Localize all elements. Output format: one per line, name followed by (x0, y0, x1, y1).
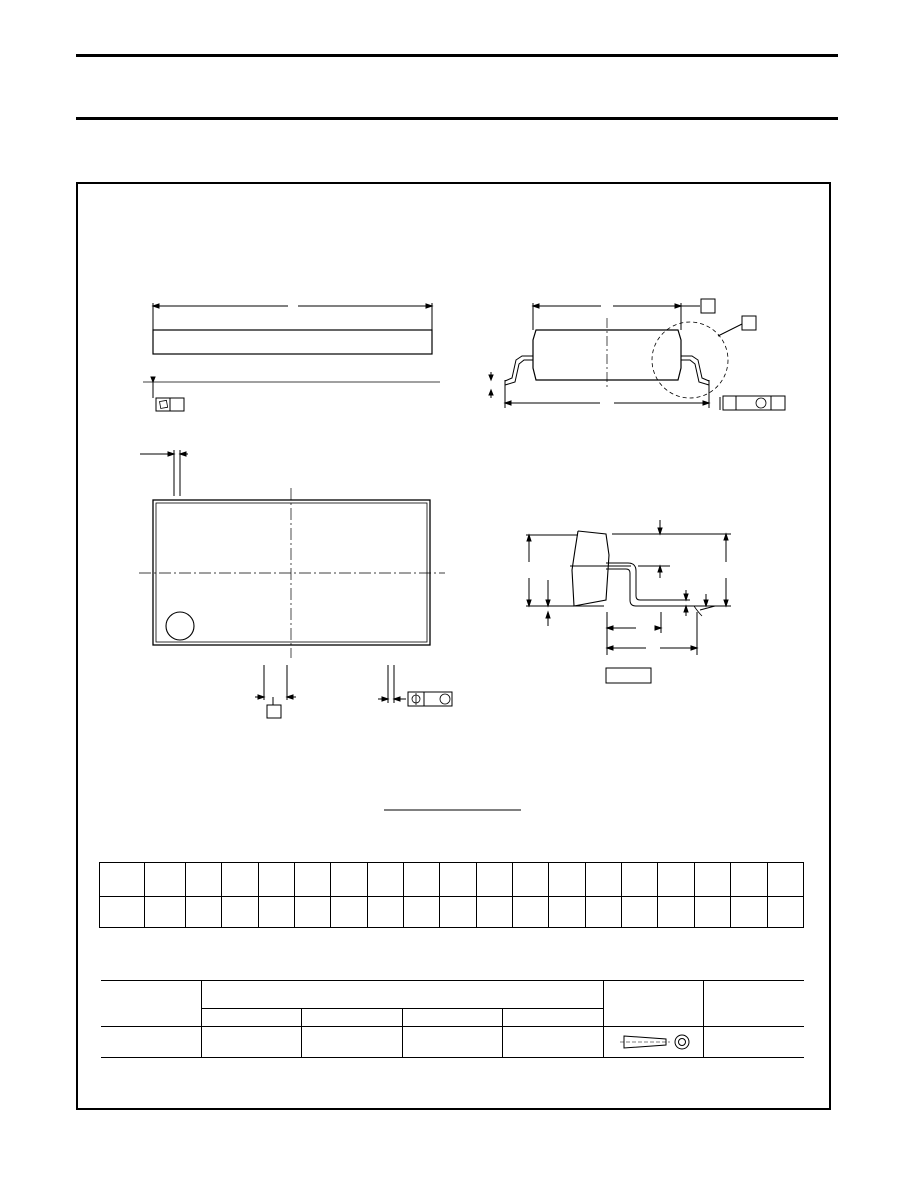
col-Lp (549, 863, 585, 897)
cell-Lp (549, 897, 585, 928)
cell-bp (295, 897, 331, 928)
cell-e (440, 897, 476, 928)
cell-A (145, 897, 186, 928)
col-unit (100, 863, 145, 897)
outline-version-value (101, 1027, 201, 1058)
projection-symbol (603, 1027, 704, 1058)
dimensions-table (99, 862, 804, 928)
iec-header (201, 1009, 302, 1027)
col-y (694, 863, 730, 897)
col-bp (295, 863, 331, 897)
col-A1 (186, 863, 222, 897)
blank-header (503, 1009, 604, 1027)
col-Q (585, 863, 621, 897)
cell-E (404, 897, 440, 928)
dimensions-mm-row (100, 897, 804, 928)
european-projection-header (603, 981, 704, 1027)
col-theta (767, 863, 804, 897)
cell-A3 (258, 897, 294, 928)
issue-date-header (704, 981, 804, 1027)
col-A3 (258, 863, 294, 897)
col-e (440, 863, 476, 897)
col-D (367, 863, 403, 897)
jedec-header (302, 1009, 403, 1027)
cell-L (513, 897, 549, 928)
outline-version-header (101, 981, 201, 1027)
cell-Z (731, 897, 767, 928)
eiaj-header (402, 1009, 503, 1027)
cell-c (331, 897, 367, 928)
col-Z (731, 863, 767, 897)
cell-Q (585, 897, 621, 928)
jedec-value (302, 1027, 403, 1058)
col-HE (476, 863, 512, 897)
references-header (201, 981, 603, 1009)
cell-unit (100, 897, 145, 928)
cell-y (694, 897, 730, 928)
cell-HE (476, 897, 512, 928)
cell-A2 (222, 897, 258, 928)
eiaj-value (402, 1027, 503, 1058)
issue-date-value (704, 1027, 804, 1058)
col-A (145, 863, 186, 897)
cell-w (658, 897, 694, 928)
cell-A1 (186, 897, 222, 928)
col-E (404, 863, 440, 897)
col-v (622, 863, 658, 897)
cell-theta (767, 897, 804, 928)
col-w (658, 863, 694, 897)
references-table (101, 980, 804, 1058)
iec-value (201, 1027, 302, 1058)
cell-D (367, 897, 403, 928)
col-A2 (222, 863, 258, 897)
col-L (513, 863, 549, 897)
projection-symbol-icon (614, 1030, 694, 1052)
cell-v (622, 897, 658, 928)
col-c (331, 863, 367, 897)
dimensions-header-row (100, 863, 804, 897)
blank-value (503, 1027, 604, 1058)
